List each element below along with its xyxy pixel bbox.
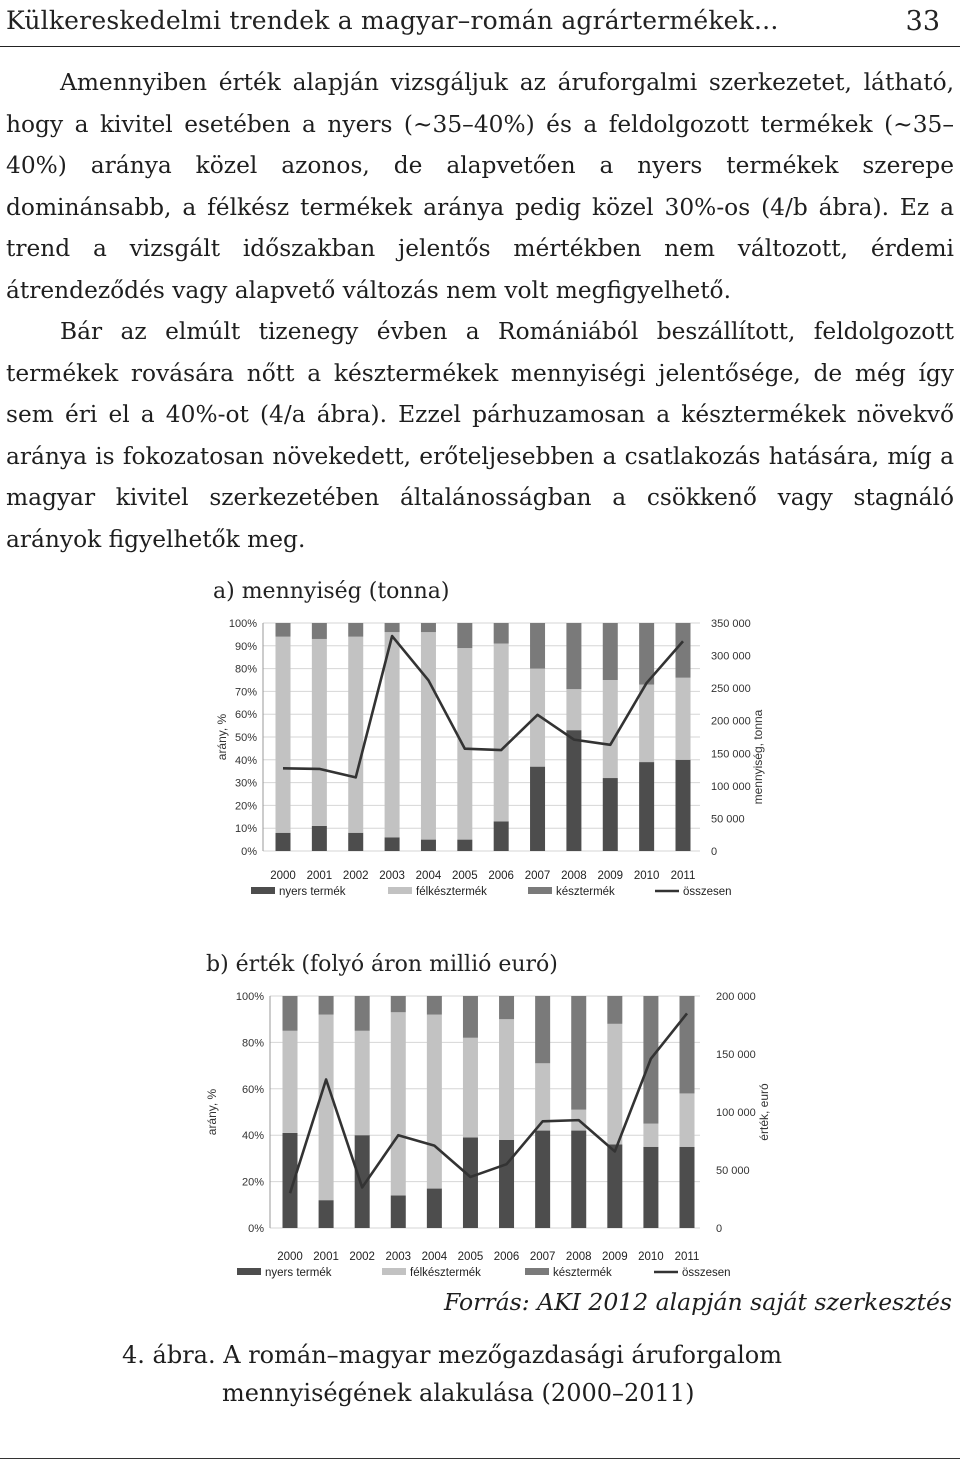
caption-line-2: mennyiségének alakulása (2000–2011) [222,1379,695,1407]
chart-b-legend-swatch-nyers [237,1268,261,1275]
chart-b-category-label: 2010 [638,1251,664,1263]
chart-b-category-label: 2009 [602,1251,628,1263]
chart-a-y-tick-label: 50% [234,732,257,744]
chart-b-bar-nyers-2010 [643,1147,658,1228]
chart-a-category-label: 2003 [379,870,405,882]
chart-b-legend-label-kesz: késztermék [553,1267,612,1279]
chart-b-category-label: 2003 [385,1251,412,1263]
chart-b-y-axis-title: arány, % [205,1088,219,1136]
chart-a-y2-tick-label: 200 000 [711,715,751,728]
chart-b-bar-felkesz-2006 [499,1019,514,1140]
chart-b-category-label: 2007 [529,1251,556,1263]
chart-b-bar-kesz-2004 [427,996,442,1015]
paragraph-1: Amennyiben érték alapján vizsgáljuk az áruforgalmi szerkezetet, látható, hogy a kivitel esetében a nyers (~35–40%) és a feldolgozott termékek (~35–40%) aránya közel azonos, de alapvetően a nyers termékek szerepe dominánsabb, a félkész termékek aránya pedig közel 30%-os (4/b ábra). Ez a trend a vizsgált időszakban jelentős mértékben nem változott, érdemi átrendeződés vagy alapvető változás nem volt megfigyelhető. [6,69,954,304]
chart-b-bar-nyers-2007 [535,1131,550,1228]
chart-b-bar-kesz-2009 [607,996,622,1024]
chart-a-category-label: 2011 [670,870,696,882]
chart-a-y2-tick-label: 300 000 [711,650,751,663]
chart-b-category-label: 2011 [674,1251,700,1263]
chart-b-y2-axis-title: érték, euró [757,1083,771,1141]
chart-a-legend-label-osszesen: összesen [683,886,732,898]
chart-a-y-tick-label: 20% [234,800,257,813]
page-number: 33 [905,6,940,37]
chart-b-bar-kesz-2000 [283,996,298,1031]
chart-b-title: b) érték (folyó áron millió euró) [206,952,558,977]
chart-b-bar-nyers-2011 [680,1147,695,1228]
chart-a-y-tick-label: 100% [228,618,257,630]
chart-b-bar-kesz-2001 [319,996,334,1015]
chart-a-category-label: 2007 [524,870,551,882]
chart-a-y-tick-label: 70% [234,686,257,699]
chart-b-y-tick-label: 80% [241,1037,264,1050]
chart-b-bar-felkesz-2010 [643,1124,658,1147]
chart-b-bar-kesz-2007 [535,996,550,1063]
chart-b-category-label: 2008 [565,1251,592,1263]
chart-b-legend-label-osszesen: összesen [682,1267,731,1279]
chart-b-y2-tick-label: 150 000 [716,1049,756,1061]
chart-b-line-osszesen [290,1013,687,1193]
chart-a-y-axis-title: arány, % [215,713,229,761]
chart-b-bar-kesz-2008 [571,996,586,1110]
chart-a-y-tick-label: 10% [234,823,257,836]
bottom-rule [0,1458,960,1459]
chart-b-y2-tick-label: 200 000 [716,991,756,1003]
chart-a-y2-tick-label: 0 [711,846,718,858]
chart-b-bar-kesz-2006 [499,996,514,1019]
chart-a-y2-tick-label: 350 000 [711,618,751,630]
chart-a-category-label: 2002 [342,870,369,882]
chart-a-legend-label-felkesz: félkésztermék [416,886,487,898]
chart-a-category-label: 2001 [306,870,333,882]
chart-b-legend-swatch-felkesz [382,1268,406,1275]
chart-b-bar-kesz-2002 [355,996,370,1031]
chart-a-category-label: 2005 [452,870,478,882]
chart-b-category-label: 2004 [421,1251,448,1263]
chart-a-y-tick-label: 0% [241,846,257,858]
chart-b-y-tick-label: 40% [241,1130,264,1143]
chart-b-bar-nyers-2003 [391,1196,406,1228]
chart-a-y-tick-label: 90% [234,640,257,653]
chart-a-y2-tick-label: 250 000 [711,683,751,696]
chart-b-category-label: 2000 [277,1251,303,1263]
chart-b-y2-tick-label: 50 000 [716,1165,750,1177]
chart-b-bar-felkesz-2004 [427,1015,442,1189]
caption-line-1: 4. ábra. A román–magyar mezőgazdasági áruforgalom [122,1341,782,1369]
chart-b-y-tick-label: 60% [241,1083,264,1096]
paragraph-2: Bár az elmúlt tizenegy évben a Romániából beszállított, feldolgozott termékek rovására nőtt a késztermékek mennyiségi jelentősége, de még így sem éri el a 40%-ot (4/a ábra). Ezzel párhuzamosan a késztermékek növekvő aránya is fokozatosan növekedett, erőteljesebben a csatlakozás hatására, míg a magyar kivitel szerkezetében általánosságban a csökkenő vagy stagnáló arányok figyelhetők meg. [6,318,954,553]
chart-a-category-label: 2010 [633,870,660,882]
chart-b-bar-felkesz-2003 [391,1012,406,1195]
chart-b-bar-felkesz-2002 [355,1031,370,1135]
chart-b-y2-tick-label: 100 000 [716,1107,756,1119]
chart-a-category-label: 2009 [597,870,624,882]
chart-a-y2-tick-label: 50 000 [711,813,745,826]
chart-b-category-label: 2006 [493,1251,520,1263]
chart-a-y-tick-label: 30% [234,777,257,790]
chart-a-category-label: 2008 [561,870,587,882]
chart-a-y-tick-label: 40% [234,754,257,767]
chart-a-y2-tick-label: 150 000 [711,748,751,761]
chart-a-category-label: 2000 [270,870,296,882]
chart-a-legend-label-nyers: nyers termék [279,886,346,898]
source-line: Forrás: AKI 2012 alapján saját szerkesztés [444,1288,952,1316]
chart-b-y-tick-label: 100% [235,991,264,1003]
chart-b-bar-nyers-2001 [319,1200,334,1228]
chart-a-y-tick-label: 80% [234,663,257,676]
chart-b-bar-kesz-2005 [463,996,478,1038]
chart-b-bar-felkesz-2005 [463,1038,478,1138]
chart-a-legend-label-kesz: késztermék [556,886,615,898]
chart-b-y2-tick-label: 0 [716,1223,723,1235]
chart-b-category-label: 2005 [457,1251,484,1263]
chart-b-bar-felkesz-2011 [680,1093,695,1146]
running-title: Külkereskedelmi trendek a magyar–román agrártermékek... [6,6,779,35]
chart-a-y-tick-label: 60% [234,709,257,722]
chart-b-bar-nyers-2008 [571,1131,586,1228]
chart-b-legend-swatch-kesz [525,1268,549,1275]
chart-b-bar-kesz-2003 [391,996,406,1012]
chart-b-bar-felkesz-2009 [607,1024,622,1145]
chart-a-category-label: 2004 [415,870,442,882]
chart-a-y2-tick-label: 100 000 [711,780,751,793]
chart-b-legend-label-felkesz: félkésztermék [410,1267,481,1279]
chart-b-bar-felkesz-2000 [283,1031,298,1133]
chart-b-category-label: 2001 [313,1251,339,1263]
chart-b-bar-nyers-2006 [499,1140,514,1228]
chart-b-y-tick-label: 20% [241,1176,264,1189]
chart-b-bar-nyers-2009 [607,1144,622,1228]
chart-a-title: a) mennyiség (tonna) [213,579,450,604]
chart-b-legend-label-nyers: nyers termék [265,1267,332,1279]
chart-b-bar-kesz-2011 [680,996,695,1093]
chart-a-category-label: 2006 [488,870,514,882]
chart-b-bar-nyers-2004 [427,1189,442,1228]
chart-b-category-label: 2002 [349,1251,375,1263]
chart-b-bar-nyers-2005 [463,1138,478,1228]
chart-b-y-tick-label: 0% [248,1223,264,1235]
chart-a-y2-axis-title: mennyiség, tonna [751,709,765,805]
chart-b-bar-felkesz-2001 [319,1015,334,1201]
